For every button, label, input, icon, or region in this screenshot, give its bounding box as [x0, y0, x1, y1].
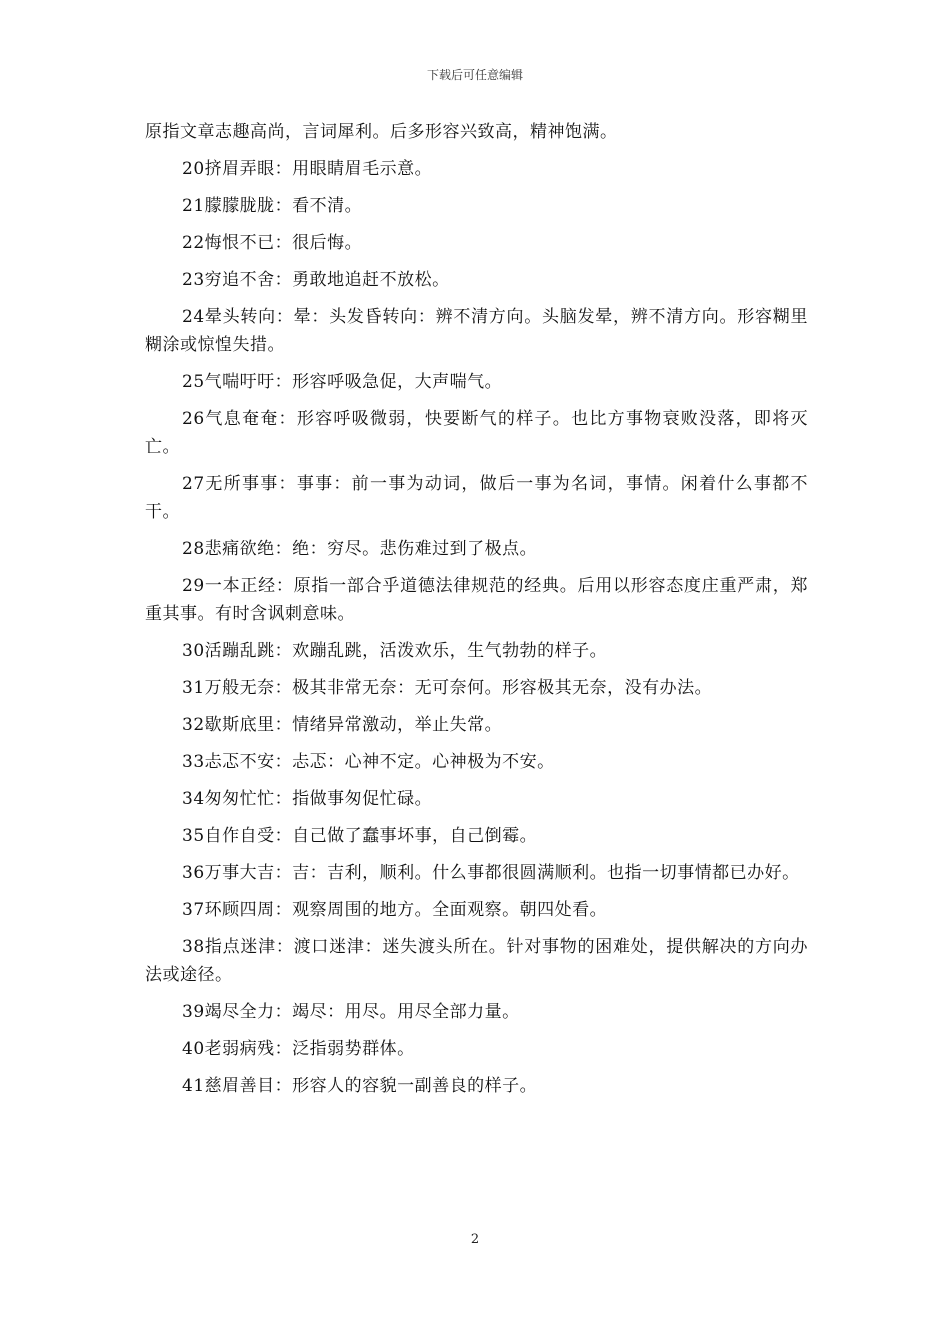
paragraph: 32歇斯底里：情绪异常激动，举止失常。 [182, 715, 503, 735]
page-header: 下载后可任意编辑 [426, 68, 523, 82]
paragraph: 20挤眉弄眼：用眼睛眉毛示意。 [182, 159, 433, 179]
paragraph: 26气息奄奄：形容呼吸微弱，快要断气的样子。也比方事物衰败没落，即将灭亡。 [145, 409, 808, 457]
paragraph: 24晕头转向：晕：头发昏转向：辨不清方向。头脑发晕，辨不清方向。形容糊里糊涂或惊惶失措。 [145, 307, 808, 355]
paragraph: 39竭尽全力：竭尽：用尽。用尽全部力量。 [182, 1002, 520, 1022]
paragraph: 31万般无奈：极其非常无奈：无可奈何。形容极其无奈，没有办法。 [182, 678, 713, 698]
paragraph: 36万事大吉：吉：吉利，顺利。什么事都很圆满顺利。也指一切事情都已办好。 [182, 863, 800, 883]
paragraph: 38指点迷津：渡口迷津：迷失渡头所在。针对事物的困难处，提供解决的方向办法或途径。 [145, 937, 808, 985]
paragraph: 21朦朦胧胧：看不清。 [182, 196, 363, 216]
paragraph: 33忐忑不安：忐忑：心神不定。心神极为不安。 [182, 752, 555, 772]
paragraph: 41慈眉善目：形容人的容貌一副善良的样子。 [182, 1076, 538, 1096]
paragraph: 28悲痛欲绝：绝：穷尽。悲伤难过到了极点。 [182, 539, 538, 559]
paragraph: 30活蹦乱跳：欢蹦乱跳，活泼欢乐，生气勃勃的样子。 [182, 641, 608, 661]
paragraph: 原指文章志趣高尚，言词犀利。后多形容兴致高，精神饱满。 [145, 122, 618, 142]
page-number: 2 [470, 1232, 480, 1247]
paragraph: 37环顾四周：观察周围的地方。全面观察。朝四处看。 [182, 900, 608, 920]
paragraph: 27无所事事：事事：前一事为动词，做后一事为名词，事情。闲着什么事都不干。 [145, 474, 808, 522]
paragraph: 22悔恨不已：很后悔。 [182, 233, 363, 253]
paragraph: 29一本正经：原指一部合乎道德法律规范的经典。后用以形容态度庄重严肃，郑重其事。有时含讽刺意味。 [145, 576, 808, 624]
paragraph: 34匆匆忙忙：指做事匆促忙碌。 [182, 789, 433, 809]
document-body [145, 118, 808, 1109]
paragraph: 25气喘吁吁：形容呼吸急促，大声喘气。 [182, 372, 503, 392]
paragraph: 40老弱病残：泛指弱势群体。 [182, 1039, 415, 1059]
paragraph: 35自作自受：自己做了蠢事坏事，自己倒霉。 [182, 826, 538, 846]
paragraph: 23穷追不舍：勇敢地追赶不放松。 [182, 270, 450, 290]
